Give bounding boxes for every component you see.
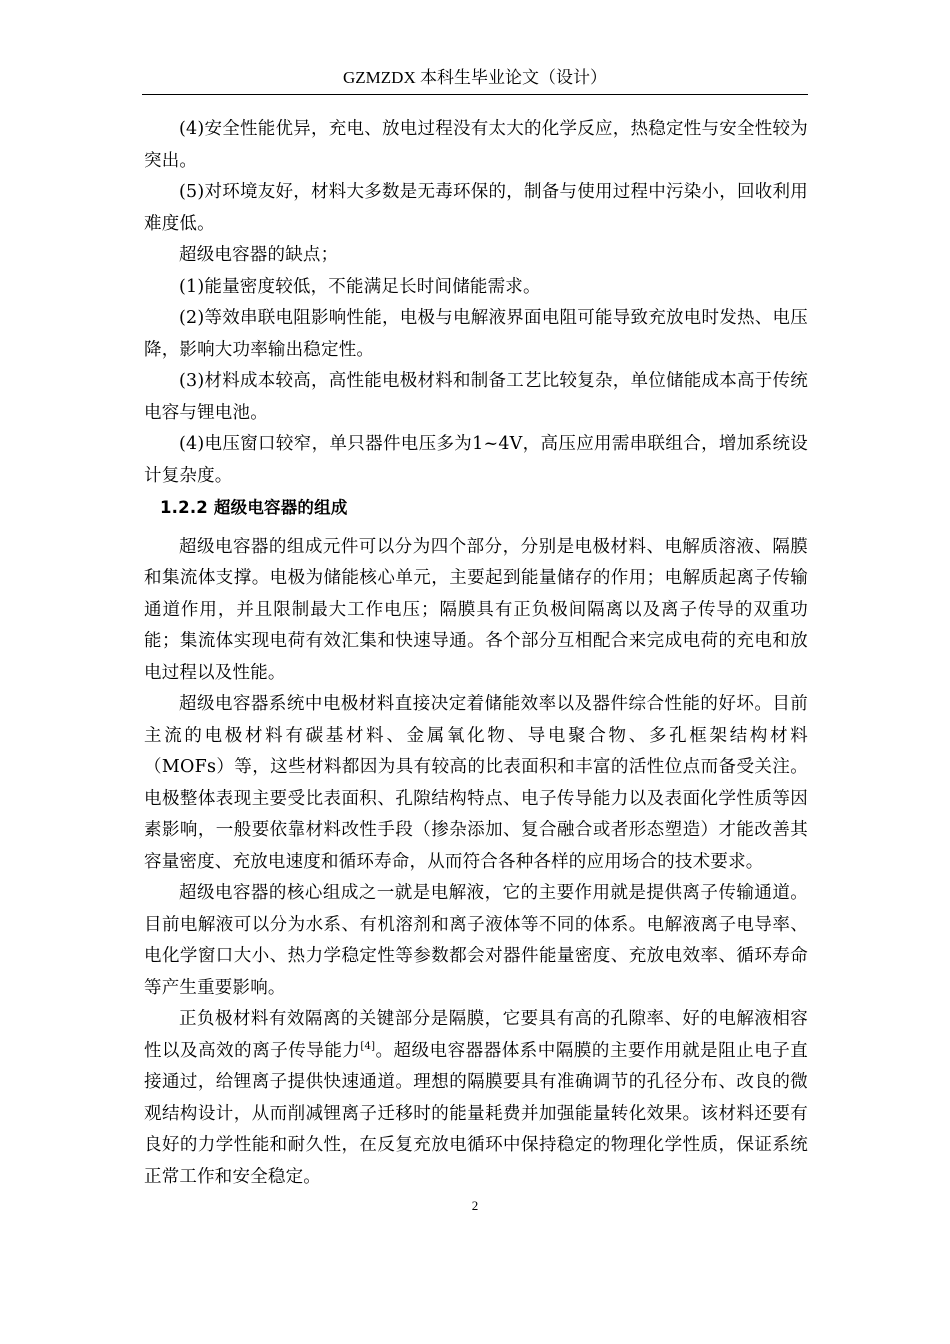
electrode-paragraph: 超级电容器系统中电极材料直接决定着储能效率以及器件综合性能的好坏。目前主流的电极材料有碳基材料、金属氧化物、导电聚合物、多孔框架结构材料（MOFs）等，这些材料都因为具有较高的比表面积和丰富的活性位点而备受关注。电极整体表现主要受比表面积、孔隙结构特点、电子传导能力以及表面化学性质等因素影响，一般要依靠材料改性手段（掺杂添加、复合融合或者形态塑造）才能改善其容量密度、充放电速度和循环寿命，从而符合各种各样的应用场合的技术要求。 — [144, 694, 808, 872]
section-heading: 1.2.2 超级电容器的组成 — [160, 498, 348, 517]
disadvantage-item-1: (1)能量密度较低，不能满足长时间储能需求。 — [179, 276, 541, 297]
header-divider — [142, 94, 808, 95]
advantage-item-4: (4)安全性能优异，充电、放电过程没有太大的化学反应，热稳定性与安全性较为突出。 — [144, 119, 808, 171]
separator-text-part-2: 。超级电容器器体系中隔膜的主要作用就是阻止电子直接通过，给锂离子提供快速通道。理想的隔膜要具有准确调节的孔径分布、改良的微观结构设计，从而削减锂离子迁移时的能量耗费并加强能量转化效果。该材料还要有良好的力学性能和耐久性，在反复充放电循环中保持稳定的物理化学性质，保证系统正常工作和安全稳定。 — [144, 1040, 808, 1187]
page-header-title: GZMZDX 本科生毕业论文（设计） — [343, 68, 607, 87]
advantage-item-5: (5)对环境友好，材料大多数是无毒环保的，制备与使用过程中污染小，回收利用难度低。 — [144, 182, 808, 234]
page-number: 2 — [471, 1198, 479, 1213]
separator-paragraph — [144, 1004, 808, 1193]
separator-text-part-1: 正负极材料有效隔离的关键部分是隔膜，它要具有高的孔隙率、好的电解液相容性以及高效的离子传导能力 — [144, 1009, 808, 1061]
citation-reference: [4] — [360, 1040, 376, 1052]
electrolyte-paragraph: 超级电容器的核心组成之一就是电解液，它的主要作用就是提供离子传输通道。目前电解液可以分为水系、有机溶剂和离子液体等不同的体系。电解液离子电导率、电化学窗口大小、热力学稳定性等参数都会对器件能量密度、充放电效率、循环寿命等产生重要影响。 — [144, 883, 808, 998]
composition-paragraph: 超级电容器的组成元件可以分为四个部分，分别是电极材料、电解质溶液、隔膜和集流体支撑。电极为储能核心单元，主要起到能量储存的作用；电解质起离子传输通道作用，并且限制最大工作电压；隔膜具有正负极间隔离以及离子传导的双重功能；集流体实现电荷有效汇集和快速导通。各个部分互相配合来完成电荷的充电和放电过程以及性能。 — [144, 536, 808, 683]
document-body — [144, 114, 808, 1193]
disadvantage-item-3: (3)材料成本较高，高性能电极材料和制备工艺比较复杂，单位储能成本高于传统电容与锂电池。 — [144, 371, 808, 423]
disadvantages-intro: 超级电容器的缺点； — [179, 245, 339, 265]
disadvantage-item-4: (4)电压窗口较窄，单只器件电压多为1~4V，高压应用需串联组合，增加系统设计复杂度。 — [144, 434, 808, 486]
disadvantage-item-2: (2)等效串联电阻影响性能，电极与电解液界面电阻可能导致充放电时发热、电压降，影响大功率输出稳定性。 — [144, 308, 808, 360]
